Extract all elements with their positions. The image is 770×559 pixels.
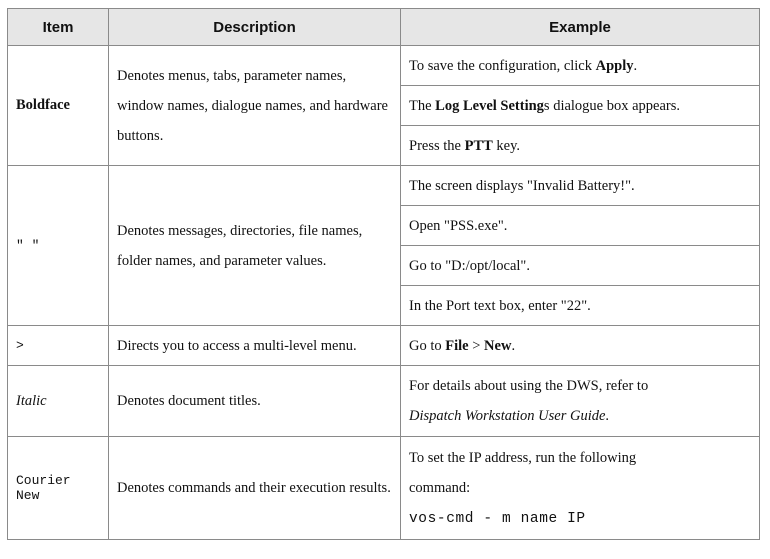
table-row — [8, 326, 760, 366]
example-cell — [401, 326, 760, 366]
example-text: key. — [492, 137, 521, 154]
item-courier: Courier New — [8, 437, 109, 540]
example-text: . — [605, 408, 610, 424]
example-bold: Log Level Setting — [435, 97, 544, 114]
example-bold: New — [484, 337, 512, 354]
header-item: Item — [8, 9, 109, 46]
example-command: vos-cmd - m name IP — [409, 510, 586, 527]
table-row — [8, 366, 760, 437]
example-cell — [401, 46, 760, 86]
example-cell — [401, 86, 760, 126]
example-cell — [401, 366, 760, 437]
header-example: Example — [401, 9, 760, 46]
example-text: Press the — [409, 137, 465, 154]
item-boldface: Boldface — [8, 46, 109, 166]
example-bold: Apply — [595, 57, 634, 74]
example-text: For details about using the DWS, refer to — [409, 378, 649, 394]
example-cell: Open "PSS.exe". — [401, 206, 760, 246]
description-italic: Denotes document titles. — [109, 366, 401, 437]
example-text: To set the IP address, run the following — [409, 449, 637, 466]
example-text: . — [511, 337, 516, 354]
example-bold: File — [445, 337, 469, 354]
example-text: . — [633, 57, 638, 74]
example-italic: Dispatch Workstation User Guide — [409, 408, 606, 424]
example-cell — [401, 126, 760, 166]
table-row — [8, 46, 760, 86]
description-arrow: Directs you to access a multi-level menu. — [109, 326, 401, 366]
item-quotes: " " — [8, 166, 109, 326]
example-text: The — [409, 97, 436, 114]
example-text: s dialogue box appears. — [543, 97, 681, 114]
example-bold: PTT — [464, 137, 493, 154]
example-cell: The screen displays "Invalid Battery!". — [401, 166, 760, 206]
conventions-table — [7, 8, 760, 540]
header-row — [8, 9, 760, 46]
item-italic: Italic — [8, 366, 109, 437]
example-text: > — [468, 337, 485, 354]
item-arrow: > — [8, 326, 109, 366]
description-quotes: Denotes messages, directories, file names, folder names, and parameter values. — [109, 166, 401, 326]
description-boldface: Denotes menus, tabs, parameter names, window names, dialogue names, and hardware buttons. — [109, 46, 401, 166]
example-text: Go to — [409, 337, 446, 354]
example-cell: In the Port text box, enter "22". — [401, 286, 760, 326]
example-cell — [401, 437, 760, 540]
description-courier: Denotes commands and their execution results. — [109, 437, 401, 540]
header-description: Description — [109, 9, 401, 46]
example-text: To save the configuration, click — [409, 57, 596, 74]
example-text: command: — [409, 479, 471, 496]
table-row — [8, 166, 760, 206]
example-cell: Go to "D:/opt/local". — [401, 246, 760, 286]
table-row — [8, 437, 760, 540]
